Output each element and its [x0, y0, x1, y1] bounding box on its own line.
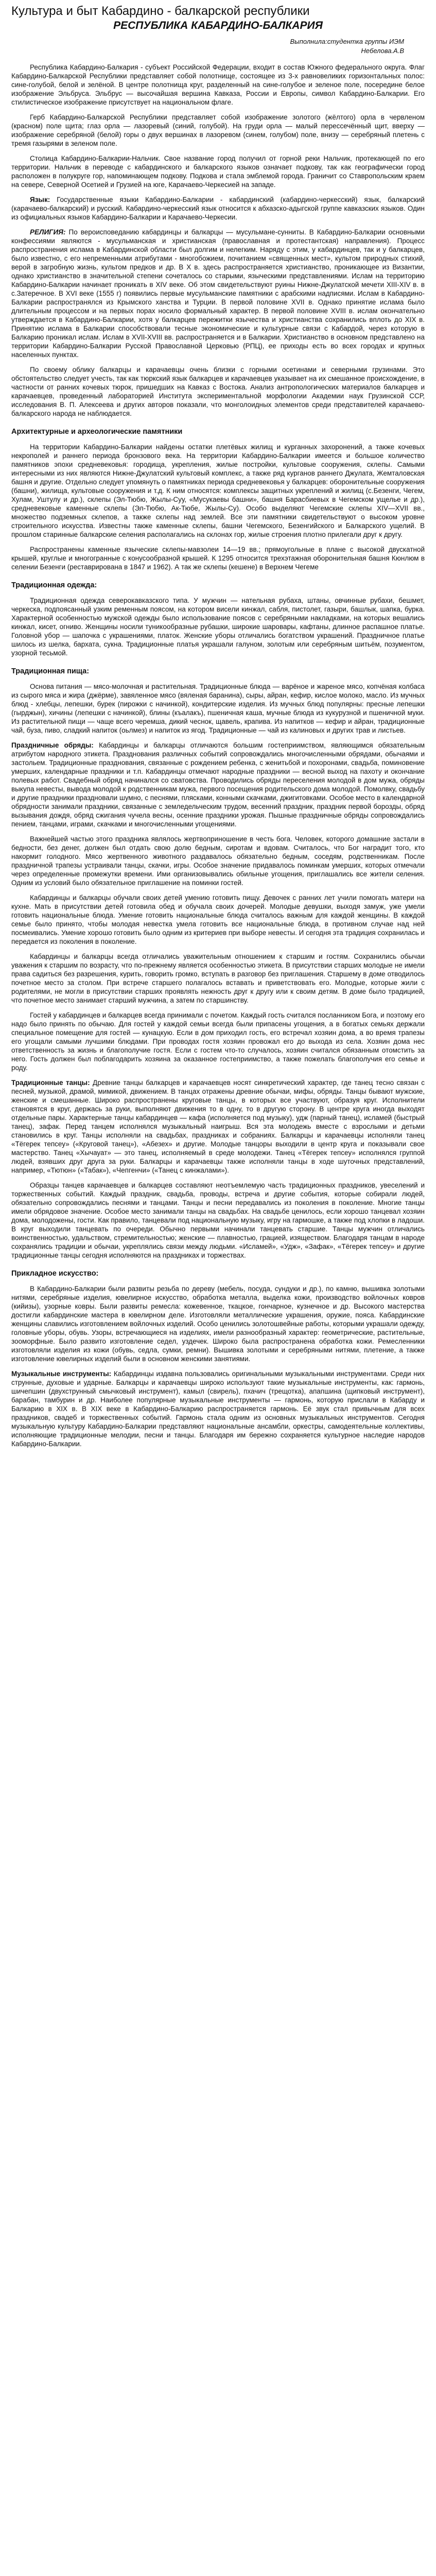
dances-paragraph-1: [11, 1078, 425, 1175]
applied-art-paragraph: В Кабардино-Балкарии были развиты резьба по дереву (мебель, посуда, сундуки и др.), по камню, вышивка золотыми нитями, серебряные изделия, ювелирное искусство, обработка металла, выделка кожи, производство войлочных ковров (кийизы), узорные ковры. Были развиты ремесла: кожевенное, ткацкое, гончарное, кузнечное и др. Высокого мастерства достигли кабардинские мастера в ювелирном деле. Изготовляли металлические украшения, оружие, пояса. Кабардинские женщины славились изготовлением войлочных изделий. Особо ценились золотошвейные работы, которыми украшали одежду, головные уборы, обувь. Узоры, встречающиеся на изделиях, имели разнообразный характер: геометрические, растительные, зооморфные. Было развито изготовление седел, уздечек. Широко была распространена обработка кожи. Ремесленники изготовляли изделия из кожи (обувь, седла, сумки, ремни). Вышивка золотыми и серебряными нитями, плетение, а также изготовление ювелирных изделий были в основном женскими занятиями.: [11, 1285, 425, 1363]
intro-paragraph-language: [11, 195, 425, 222]
author-line: Выполнила:студентка группы ИЭМ: [290, 38, 404, 45]
intro-paragraph-religion: [11, 228, 425, 359]
language-lead: Язык:: [30, 196, 50, 204]
holidays-paragraph-3: Кабардинцы и балкарцы обучали своих детей умению готовить пищу. Девочек с ранних лет учили помогать матери на кухне. Мать в присутствии детей готовила обед и обучала своих дочерей. Молодые девушки, выходя замуж, уже умели готовить национальные блюда. Умение готовить национальные блюда считалось важным для каждой женщины. В каждой семье было принято, чтобы молодая невестка умела готовить все национальные блюда, в противном случае над ней посмеивались. Умение хорошо готовить было одним из критериев при выборе невесты. И сегодня эта традиция сохранилась и передается из поколения в поколение.: [11, 894, 425, 945]
dances-text-1: Древние танцы балкарцев и карачаевцев носят синкретический характер, где танец тесно связан с песней, музыкой, драмой, мимикой, движением. В танцах отражены древние обычаи, мифы, обряды. Танцы бывают мужские, женские и смешанные. Широко распространены круговые танцы, в которых все участвуют, образуя круг. Исполнители становятся в круг, держась за руки, выполняют движения то в одну, то в другую сторону. В центре круга иногда выходят отдельные пары. Характерные танцы кабардинцев — кафа (исполняется под музыку), удж (парный танец), исламей (быстрый танец), зафак. Перед танцем исполнялся музыкальный наигрыш. Вся эта молодежь вместе с взрослыми и детьми становились в круг. Танцы исполняли на свадьбах, праздниках и собраниях. Балкарцы и карачаевцы исполняли танец «Тёгерек тепсеу» («Круговой танец»), «Абезех» и другие. Молодые танцоры выходили в центр круга и показывали свое мастерство. Танец «Хычауат» — это танец, исполняемый в среде молодежи. Танец «Тёгерек тепсеу» исполнялся группой людей, взявших друг друга за руки. Балкарцы и карачаевцы также исполняли танцы в ходе шуточных представлений, например, «Тютюн» («Табак»), «Чепгенчи» («Танец с кинжалами»).: [11, 1079, 425, 1174]
document-title: Культура и быт Кабардино - балкарской республики: [11, 4, 310, 18]
music-text: Кабардинцы издавна пользовались оригинальными музыкальными инструментами. Среди них струнные, духовые и ударные. Балкарцы и карачаевцы широко используют такие музыкальные инструменты, как: гармонь, шичепшин (двухструнный смычковый инструмент), камыл (свирель), пхачич (трещотка), апапшина (щипковый инструмент), барабан, тамбурин и др. Наиболее популярные музыкальные инструменты — гармонь, которую прислали в Кабарду и Балкарию в XIX в. В XIX веке в Кабардино-Балкарию распространяется гармонь. Её звук стал привычным для всех праздников, свадеб и торжественных событий. Гармонь стала одним из основных музыкальных инструментов. Сегодня музыкальную культуру Кабардино-Балкарии представляют национальные ансамбли, оркестры, самодеятельные коллективы, исполняющие традиционные мелодии, песни и танцы. Благодаря им бережно сохраняется культурное наследие народов Кабардино-Балкарии.: [11, 1370, 425, 1448]
intro-paragraph-ethnicity: По своему облику балкарцы и карачаевцы очень близки с горными осетинами и северными грузинами. Это обстоятельство следует учесть, так как тюркский язык балкарцев и карачаевцев указывает на их смешанное происхождение, в частности от ранних кочевых тюрок, пришедших на Кавказ с Востока. Анализ антропологических материалов балкарцев и карачаевцев, проведенный лабораторией Института экспериментальной морфологии Академии наук Грузинской ССР, исследования В. П. Алексеева и других авторов показали, что монголоидных элементов среди представителей карачаево-балкарского народа не наблюдается.: [11, 366, 425, 417]
dances-lead: Традиционные танцы:: [11, 1079, 90, 1087]
section-heading-applied-art: Прикладное искусство:: [11, 1269, 99, 1278]
holidays-paragraph-1: [11, 741, 425, 828]
religion-text: По вероисповеданию кабардинцы и балкарцы — мусульмане-сунниты. В Кабардино-Балкарии основными конфессиями являются - мусульманская и христианская (православная и протестантская) направления). Процесс распространения ислама в Кабардинской области был долгим и нелегким. Наряду с этим, у кабардинцев, так и у балкарцев, было известно, с его непременными атрибутами - многобожием, почитанием «священных мест», культом природных стихий, верой в загробную жизнь, культом предков и др. В X в. здесь распространяется христианство, проникающее из Византии, однако христианство в значительной степени сочеталось со старыми, языческими представлениями. Ислам на территорию Кабардино-Балкарии начинает проникать в XIV веке. Об этом свидетельствуют руины Нижне-Джулатской мечети XIII-XIV в. в с.Затеречное. В XVI веке (1555 г) появились первые мусульманские памятники с арабскими надписями. Ислам в Кабардино-Балкарии распространялся из Крымского ханства и Турции. В первой половине XVII в. Однако принятие ислама было длительным процессом и на первых порах носило формальный характер. В первой половине XVIII в. ислам окончательно утверждается в Кабардино-Балкарии, хотя у балкарцев пережитки язычества и христианства сохранились вплоть до XIX в. Принятию ислама в Балкарии способствовали тесные экономические и культурные связи с Кабардой, через которую в Балкарию проникал ислам. Ислам в XVII-XVIII вв. распространяется и в Балкарии. Христианство в основном представлено на территории Кабардино-Балкарии Русской Православной Церковью (РПЦ), ее приходы есть во всех городах и крупных населенных пунктах.: [11, 228, 425, 359]
clothing-paragraph: Традиционная одежда северокавказского типа. У мужчин — нательная рубаха, штаны, овчинные рубахи, бешмет, черкеска, подпоясанный узким ременным поясом, на котором висели кинжал, сабля, пистолет, газыри, башлык, шапка, бурка. Характерной особенностью мужской одежды было использование поясов с серебряными накладками, на которых вешались кинжал, кисет, огниво. Женщины носили туникообразные рубашки, широкие шаровары, кафтаны, длинное распашное платье. Головной убор — шапочка с украшениями, платок. Женские уборы отличались богатством украшений. Праздничное платье шилось из шелка, бархата, сукна. Традиционные платья украшали галуном, золотым или серебряным шитьём, позументом, узорной тесьмой.: [11, 597, 425, 657]
author-name: Небелова.А.В: [361, 47, 404, 55]
architecture-paragraph-2: Распространены каменные языческие склепы-мавзолеи 14—19 вв.; прямоугольные в плане с высокой двускатной крышей, круглые и многогранные с конусообразной крышей. К 1295 относится трехэтажная оборонительная башня Кюнлюм в селении Безенги (реставрирована в 1847 и 1962). А так же склепы (кешене) в Верхнем Чегеме: [11, 546, 425, 571]
architecture-paragraph-1: На территории Кабардино-Балкарии найдены остатки плетёвых жилищ и курганных захоронений, а также кочевых некрополей и раннего периода бронзового века. На территории Кабардино-Балкарии имеется и большое количество памятников эпохи средневековья: городища, укрепления, жилые постройки, культовые сооружения, склепы. Самыми интересными из них являются Нижне-Джулатский культовый комплекс, а также ряд курганов раннего Джулата, Жемталовская башня и другие. Отдельно следует упомянуть о памятниках периода средневековья у балкарцев: оборонительные сооружения (башни), жилища, культовые сооружения и т.д. К ним относятся: комплексы защитных укреплений и жилищ (с.Безенги, Чегем, Хулам, Уштулу и др.), склепы (Эл-Тюбю, Жылы-Суу, «Мусукаевы башни», башня Барасбиевых в Чегемском ущелье и др.), средневековые каменные склепы (Эл-Тюбю, Ак-Тюбе, Жылы-Су). Особо выделяют Чегемские склепы XIV—XVII вв., множество подземных склепов, а также склепы над землей. Все эти памятники свидетельствуют о высоком уровне строительного искусства. Известны также каменные склепы, башни Чегемского, Безенгийского и Балкарского ущелий. В прошлом старинные балкарские селения располагались на склонах гор, жилые строения плотно прилегали друг к другу.: [11, 443, 425, 538]
holidays-paragraph-2: Важнейшей частью этого праздника являлось жертвоприношение в честь бога. Человек, которого домашние застали в бедности, без денег, должен был отдать свою долю бедным, сиротам и вдовам. Считалось, что Бог наградит того, кто накормит голодного. Мясо жертвенного животного раздавалось обязательно бедным, соседям, родственникам. После праздничной трапезы устраивали танцы, скачки, игры. Особое значение придавалось поминкам умерших, которых отмечали через определенные промежутки времени. Ими организовывались обильные угощения, приглашались все жители селения. Одним из условий было обязательное приглашение на поминки гостей.: [11, 835, 425, 887]
intro-paragraph-capital: Столица Кабардино-Балкарии-Нальчик. Свое название город получил от горной реки Нальчик, протекающей по его территории. Нальчик в переводе с кабардинского и балкарского языков означает подкову, так как географически город расположен в полукруге гор, напоминающем подкову. Подкова и стала эмблемой города. Граничит со Ставропольским краем на севере, Северной Осетией и Грузией на юге, Карачаево-Черкесией на западе.: [11, 155, 425, 189]
section-heading-architecture: Архитектурные и археологические памятники: [11, 428, 183, 436]
holidays-text-1: Кабардинцы и балкарцы отличаются большим гостеприимством, являющимся обязательным атрибутом народного этикета. Празднования различных событий сопровождались многочисленными обрядами, обычаями и застольем. Традиционные празднования, связанные с рождением ребенка, с женитьбой и похоронами, свадьба, поминовение умерших, календарные праздники и т.п. Кабардинцы отмечают народные праздники — весной выход на пахоту и окончание полевых работ. Свадебный обряд начинался со сватовства. Проводились обряды переселения молодой в дом мужа, обряды выкупа невесты, вывода молодой к родственникам мужа, первого посещения родительского дома молодой. Помолвку, свадьбу и другие праздники праздновали шумно, с песнями, плясками, конными скачками, джигитовками. Особое место в календарной обрядности занимали праздники, связанные с земледельческим трудом, весенний праздник, праздник первой борозды, обряд вызывания дождя, обряд сжигания чучела весны, осенние праздники урожая. Пышные праздничные обряды сопровождались пением, танцами, играми, скачками и многочисленными угощениями.: [11, 741, 425, 828]
document-subtitle: РЕСПУБЛИКА КАБАРДИНО-БАЛКАРИЯ: [113, 20, 323, 31]
religion-lead: РЕЛИГИЯ:: [30, 228, 66, 236]
customs-paragraph-1: Кабардинцы и балкарцы всегда отличались уважительным отношением к старшим и гостям. Сохранились обычаи уважения к старшим по возрасту, что по-прежнему является особенностью этикета. В присутствии старших молодые не имели права садиться без разрешения, курить, говорить громко, вступать в разговор без приглашения. Старшему в доме отводилось почетное место за столом. При встрече старшего полагалось вставать и приветствовать его. Молодые, которые жили с родителями, не могли в присутствии старших проявлять нежность друг к другу или к своим детям. В доме было традицией, что почетное место занимает старший мужчина, а затем по старшинству.: [11, 953, 425, 1004]
dances-paragraph-2: Образцы танцев карачаевцев и балкарцев составляют неотъемлемую часть традиционных праздников, увеселений и торжественных событий. Каждый праздник, свадьба, проводы, встреча и другие события, которые собирали людей, обязательно сопровождались песнями и танцами. Танцы и песни передавались из поколения в поколение. Многие танцы имели обрядовое значение. Особое место занимали танцы на свадьбах. На свадьбе ценилось, если хорошо танцевал хозяин дома, молодожены, гости. Как правило, танцевали под национальную музыку, игру на гармошке, а также под хлопки в ладоши. В круг выходили танцевать по очереди. Обычно первыми начинали танцевать старшие. Танцы мужчин отличались воинственностью, удальством, стремительностью; женские — плавностью, грацией, изяществом. Благодаря танцам в народе сохранялись традиции и обычаи, укреплялись связи между людьми. «Исламей», «Удж», «Зафак», «Тёгерек тепсеу» и другие традиционные танцы сегодня исполняются на праздниках и торжествах.: [11, 1181, 425, 1259]
language-text: Государственные языки Кабардино-Балкарии - кабардинский (кабардино-черкесский) язык, балкарский (карачаево-балкарский) и русский. Кабардино-черкесский язык относится к абхазско-адыгской группе кавказских языков. Один из официальных языков Кабардино-Балкарии и Карачаево-Черкесии.: [11, 196, 425, 221]
music-paragraph: [11, 1369, 425, 1448]
section-heading-clothing: Традиционная одежда:: [11, 581, 97, 589]
customs-paragraph-2: Гостей у кабардинцев и балкарцев всегда принимали с почетом. Каждый гость считался посланником Бога, и поэтому его надо было принять по обычаю. Для гостей у каждой семьи всегда были припасены угощения, а в богатых семьях держали специальное помещение для гостей — кунацкую. Если в дом приходил гость, его встречал хозяин дома, а во время трапезы его угощали самыми лучшими блюдами. При проводах гостя хозяин провожал его до выхода из села. Хозяин дома нес ответственность за жизнь и благополучие гостя. Если с гостем что-то случалось, хозяин считался обязанным отомстить за него. Гость должен был поблагодарить хозяина за оказанное гостеприимство, а также пожелать благополучия его семье и роду.: [11, 1011, 425, 1072]
intro-paragraph-emblem: Герб Кабардино-Балкарской Республики представляет собой изображение золотого (жёлтого) орла в червленом (красном) поле щита; глаз орла — лазоревый (синий, голубой). На груди орла — малый перессечённый щит, вверху — изображение серебряной (белой) горы о двух вершинах в лазоревом (синем, голубом) поле, внизу — серебряный плетень с тремя газырями в зеленом поле.: [11, 113, 425, 147]
music-lead: Музыкальные инструменты:: [11, 1370, 112, 1378]
holidays-lead: Праздничные обряды:: [11, 741, 94, 749]
section-heading-food: Традиционная пища:: [11, 667, 90, 675]
intro-paragraph-flag: Республика Кабардино-Балкария - субъект Российской Федерации, входит в состав Южного федерального округа. Флаг Кабардино-Балкарской Республики представляет собой полотнище, состоящее из 3-х равновеликих горизонтальных полос: сине-голубой, белой и зелёной. В центре полотнища круг, разделенный на сине-голубое и зеленое поле, посередине белое изображение Эльбруса. Эльбрус — высочайшая вершина Кавказа, России и Европы, символ Кабардино-Балкарии. Его стилистическое изображение присутствует на национальном флаге.: [11, 63, 425, 106]
food-paragraph: Основа питания — мясо-молочная и растительная. Традиционные блюда — варёное и жареное мясо, копчёная колбаса из сырого мяса и жира (джёрме), завяленное мясо (вяленая баранина), сыры, айран, кефир, кислое молоко, масло. Из мучных блюд - хлебцы, лепешки, бурек (пирожки с начинкой), кондитерские изделия. Из мучных блюд популярны: пресные лепешки (гырджын), хичины (лепешки с начинкой), блины (къалакъ), пшеничная каша, мучные блюда из кукурузной и пшеничной муки. Из растительной пищи — чаще всего черемша, дикий чеснок, щавель, крапива. Из напитков — кефир и айран, традиционные чай, буза, пиво, сладкий напиток (оьлмез) и напиток из ягод. Традиционные — чай из калиновых и других трав и листьев.: [11, 683, 425, 734]
